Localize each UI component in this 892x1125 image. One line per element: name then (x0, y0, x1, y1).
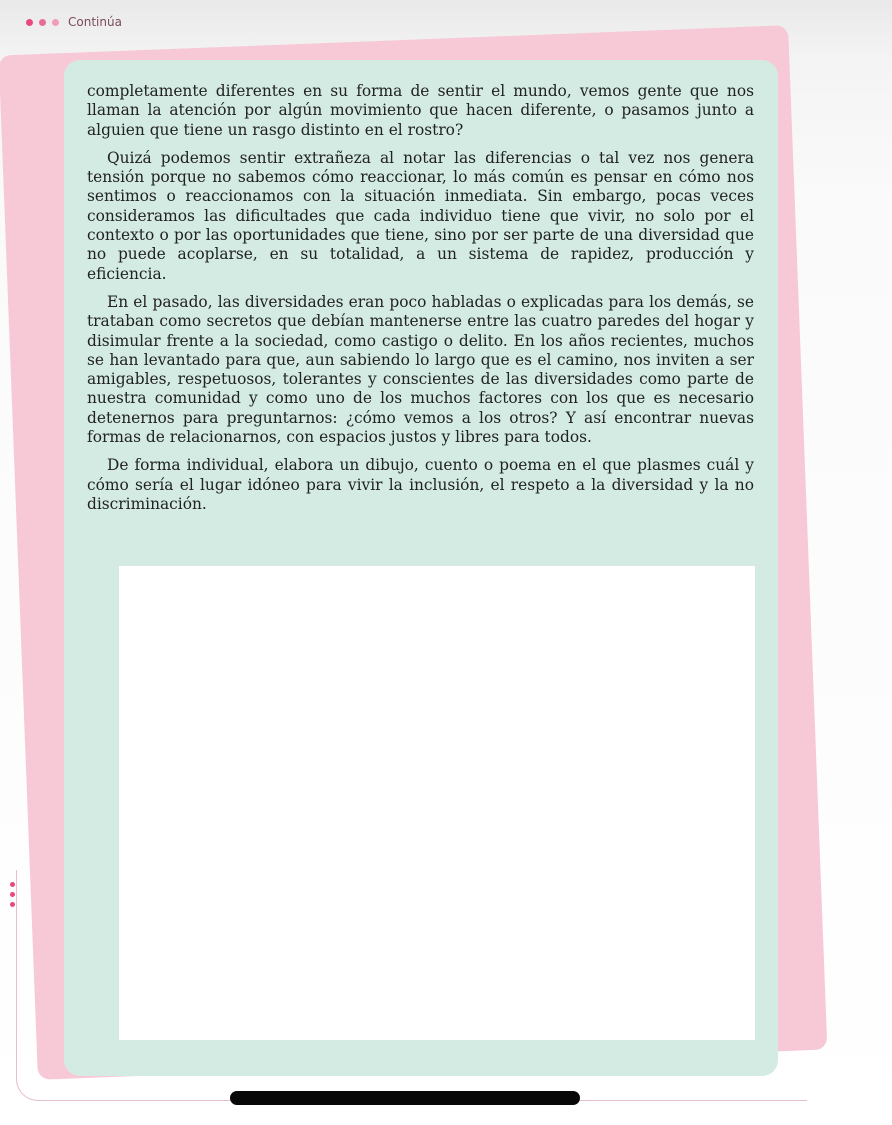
home-indicator-bar[interactable] (230, 1091, 580, 1105)
paragraph: Quizá podemos sentir extrañeza al notar las diferencias o tal vez nos genera tensión porque no sabemos cómo reaccionar, lo más común es pensar en cómo nos sentimos o reaccionamos con la situación inmediata. Sin embargo, pocas veces consideramos las dificultades que cada individuo tiene que vivir, no solo por el contexto o por las oportunidades que tiene, sino por ser parte de una diversidad que no puede acoplarse, en su totalidad, a un sistema de rapidez, producción y eficiencia. (87, 148, 754, 283)
body-text (87, 82, 754, 523)
decorative-dot (10, 882, 15, 887)
header-dot-icon (39, 19, 46, 26)
header-dot-icon (26, 19, 33, 26)
activity-instruction: De forma individual, elabora un dibujo, cuento o poema en el que plasmes cuál y cómo sería el lugar idóneo para vivir la inclusión, el respeto a la diversidad y la no discriminación. (87, 456, 754, 513)
answer-area[interactable] (119, 566, 755, 1040)
page-header (26, 12, 122, 32)
paragraph: En el pasado, las diversidades eran poco habladas o explicadas para los demás, se trataban como secretos que debían mantenerse entre las cuatro paredes del hogar y disimular frente a la sociedad, como castigo o delito. En los años recientes, muchos se han levantado para que, aun sabiendo lo largo que es el camino, nos inviten a ser amigables, respetuosos, tolerantes y conscientes de las diversidades como parte de nuestra comunidad y como uno de los muchos factores con los que es necesario detenernos para preguntarnos: ¿cómo vemos a los otros? Y así encontrar nuevas formas de relacionarnos, con espacios justos y libres para todos. (87, 292, 754, 447)
paragraph: completamente diferentes en su forma de sentir el mundo, vemos gente que nos llaman la atención por algún movimiento que hacen diferente, o pasamos junto a alguien que tiene un rasgo distinto en el rostro? (87, 82, 754, 139)
decorative-dot (10, 902, 15, 907)
continue-label: Continúa (68, 15, 122, 29)
decorative-dots (10, 882, 15, 912)
decorative-dot (10, 892, 15, 897)
header-dot-icon (52, 19, 59, 26)
